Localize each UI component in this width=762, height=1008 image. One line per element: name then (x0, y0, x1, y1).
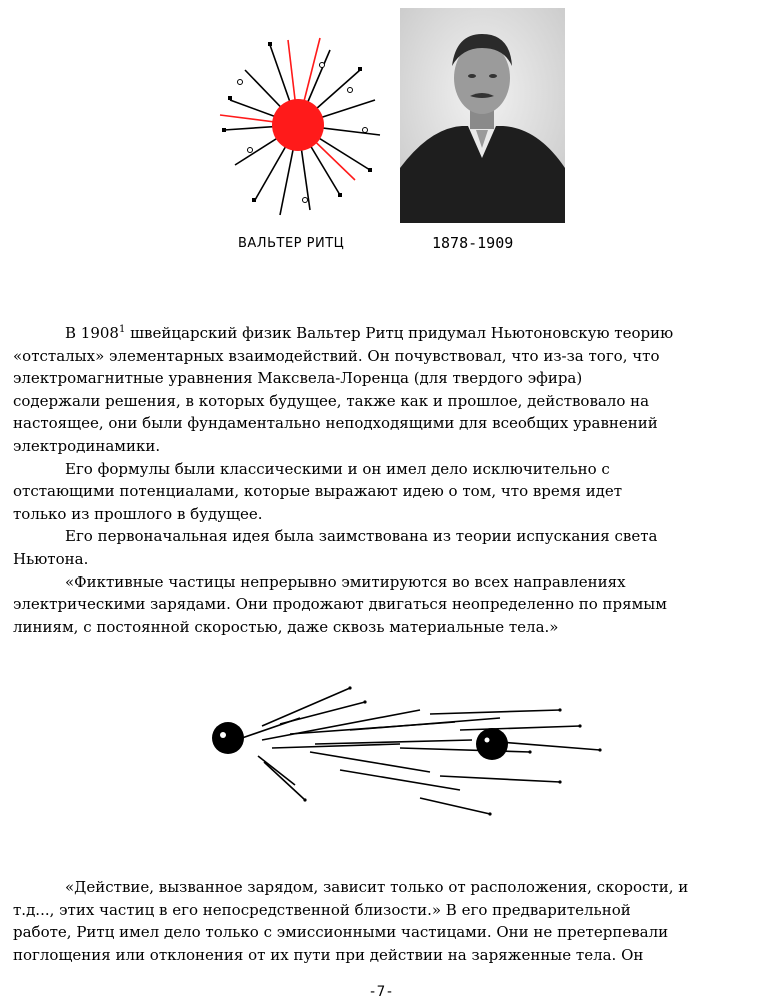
portrait-photo (400, 8, 565, 223)
body-text-top (13, 322, 753, 638)
paragraph-line: электромагнитные уравнения Максвела-Лоренца (для твердого эфира) (13, 369, 583, 388)
paragraph-line: линиям, с постоянной скоростью, даже сквозь материальные тела.» (13, 617, 559, 636)
paragraph-line: настоящее, они были фундаментально неподходящими для всеобщих уравнений (13, 414, 658, 433)
portrait-caption-years: 1878-1909 (432, 234, 514, 252)
charge-burst-illustration (210, 30, 385, 220)
paragraph-line: Его первоначальная идея была заимствована из теории испускания света (65, 527, 658, 546)
paragraph-line: отстающими потенциалами, которые выражают идею о том, что время идет (13, 482, 623, 501)
paragraph-line: т.д..., этих частиц в его непосредственной близости.» В его предварительной (13, 900, 631, 919)
paragraph-line: «Фиктивные частицы непрерывно эмитируются во всех направлениях (65, 572, 626, 591)
paragraph-line: «отсталых» элементарных взаимодействий. Он почувствовал, что из-за того, что (13, 346, 660, 365)
paragraph-line: «Действие, вызванное зарядом, зависит только от расположения, скорости, и (65, 878, 689, 896)
paragraph-line: работе, Ритц имел дело только с эмиссионными частицами. Они не претерпевали (13, 923, 669, 942)
body-text-bottom (13, 876, 753, 966)
text-run: В 1908 (65, 324, 119, 342)
paragraph-line: электрическими зарядами. Они продожают двигаться неопределенно по прямым (13, 595, 667, 614)
paragraph-line: только из прошлого в будущее. (13, 504, 263, 523)
page-number: -7- (368, 984, 394, 1000)
footnote-marker: 1 (118, 324, 126, 335)
portrait-caption-name: ВАЛЬТЕР РИТЦ (238, 236, 345, 251)
paragraph-line: содержали решения, в которых будущее, также как и прошлое, действовало на (13, 391, 650, 410)
text-run: швейцарский физик Вальтер Ритц придумал Ньютоновскую теорию (125, 324, 674, 342)
emission-particles-illustration (200, 680, 620, 830)
paragraph-line: Его формулы были классическими и он имел дело исключительно с (65, 459, 610, 478)
paragraph-line: Ньютона. (13, 549, 89, 568)
paragraph-line (13, 322, 753, 345)
paragraph-line: поглощения или отклонения от их пути при действии на заряженные тела. Он (13, 945, 644, 964)
paragraph-line: электродинамики. (13, 436, 161, 455)
